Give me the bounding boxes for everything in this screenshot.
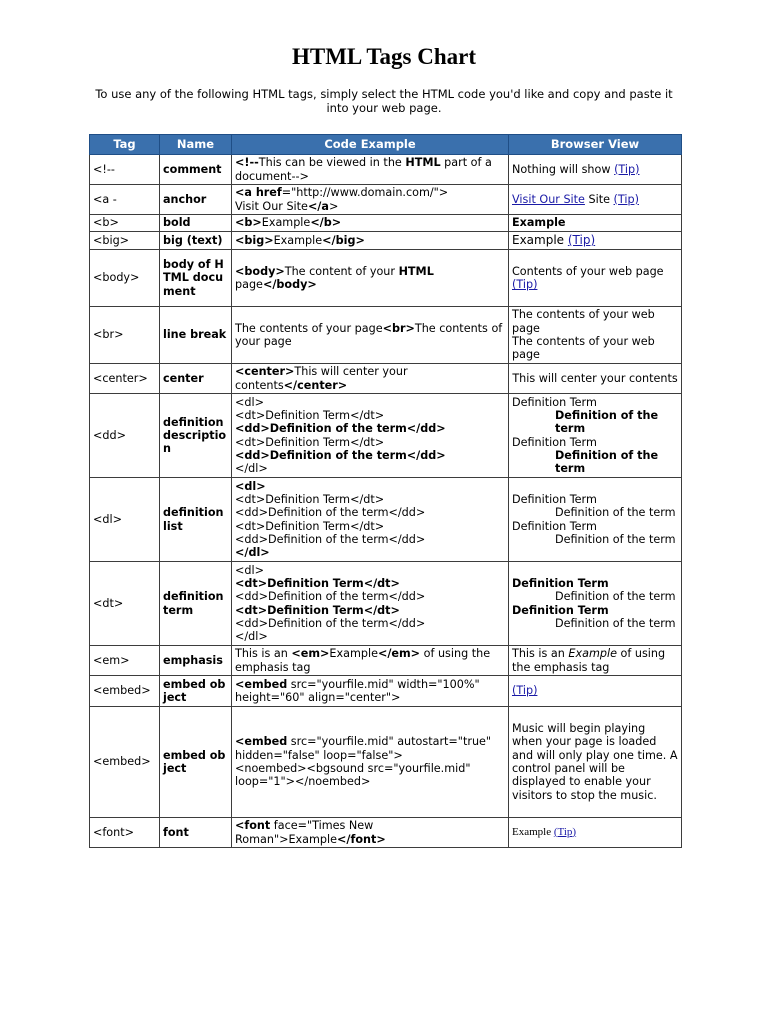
view-cell: Definition Term Definition of the term Definition Term Definition of the term (509, 478, 682, 562)
view-cell: Example (509, 215, 682, 232)
code-cell: <!--This can be viewed in the HTML part of a document--> (232, 155, 509, 185)
view-cell: Example (Tip) (509, 232, 682, 250)
table-row (90, 562, 682, 646)
code-cell: <embed src="yourfile.mid" width="100%" height="60" align="center"> (232, 676, 509, 707)
tip-link[interactable]: (Tip) (553, 825, 577, 838)
tag-cell: <font> (90, 818, 160, 848)
view-cell: The contents of your web page The contents of your web page (509, 307, 682, 364)
view-cell: Definition Term Definition of the term Definition Term Definition of the term (509, 394, 682, 478)
name-cell: bold (160, 215, 232, 232)
code-cell: This is an <em>Example</em> of using the emphasis tag (232, 646, 509, 676)
name-cell: big (text) (160, 232, 232, 250)
view-cell: This will center your contents (509, 364, 682, 394)
tip-link[interactable]: (Tip) (512, 278, 538, 291)
code-cell: <big>Example</big> (232, 232, 509, 250)
tip-link[interactable]: (Tip) (613, 192, 639, 206)
code-cell: <dl> <dt>Definition Term</dt> <dd>Definition of the term</dd> <dt>Definition Term</dt> <dd>Definition of the term</dd> </dl> (232, 478, 509, 562)
code-cell: <body>The content of your HTML page</body> (232, 250, 509, 307)
tag-cell: <embed> (90, 707, 160, 818)
tag-cell: <dd> (90, 394, 160, 478)
code-cell: <center>This will center your contents</center> (232, 364, 509, 394)
tag-cell: <a - (90, 185, 160, 215)
tip-link[interactable]: (Tip) (512, 684, 538, 698)
tag-cell: <b> (90, 215, 160, 232)
column-header-tag: Tag (90, 135, 160, 155)
view-cell: Definition Term Definition of the term Definition Term Definition of the term (509, 562, 682, 646)
name-cell: definition description (160, 394, 232, 478)
table-row (90, 394, 682, 478)
html-tags-table (89, 134, 682, 848)
tag-cell: <big> (90, 232, 160, 250)
table-row (90, 232, 682, 250)
table-row (90, 707, 682, 818)
table-row (90, 185, 682, 215)
code-cell: <dl> <dt>Definition Term</dt> <dd>Definition of the term</dd> <dt>Definition Term</dt> <dd>Definition of the term</dd> </dl> (232, 394, 509, 478)
name-cell: definition term (160, 562, 232, 646)
code-cell: <dl> <dt>Definition Term</dt> <dd>Definition of the term</dd> <dt>Definition Term</dt> <dd>Definition of the term</dd> </dl> (232, 562, 509, 646)
name-cell: embed object (160, 707, 232, 818)
view-cell: Example (Tip) (509, 818, 682, 848)
view-cell: Contents of your web page (Tip) (509, 250, 682, 307)
column-header-view: Browser View (509, 135, 682, 155)
name-cell: emphasis (160, 646, 232, 676)
name-cell: comment (160, 155, 232, 185)
view-cell: Visit Our Site Site (Tip) (509, 185, 682, 215)
tag-cell: <embed> (90, 676, 160, 707)
intro-text: To use any of the following HTML tags, simply select the HTML code you'd like and copy and paste it into your web page. (95, 87, 673, 115)
tip-link[interactable]: (Tip) (567, 232, 596, 247)
tag-cell: <dl> (90, 478, 160, 562)
table-row (90, 307, 682, 364)
name-cell: embed object (160, 676, 232, 707)
visit-our-site-link[interactable]: Visit Our Site (512, 192, 585, 206)
code-cell: <b>Example</b> (232, 215, 509, 232)
name-cell: font (160, 818, 232, 848)
tag-cell: <body> (90, 250, 160, 307)
code-cell: <embed src="yourfile.mid" autostart="true" hidden="false" loop="false"> <noembed><bgsound src="yourfile.mid" loop="1"></noembed> (232, 707, 509, 818)
code-cell: <font face="Times New Roman">Example</font> (232, 818, 509, 848)
code-cell: The contents of your page<br>The contents of your page (232, 307, 509, 364)
view-cell: This is an Example of using the emphasis tag (509, 646, 682, 676)
tag-cell: <center> (90, 364, 160, 394)
table-row (90, 676, 682, 707)
page-title: HTML Tags Chart (291, 44, 477, 69)
view-cell: Music will begin playing when your page is loaded and will only play one time. A control panel will be displayed to enable your visitors to stop the music. (509, 707, 682, 818)
table-row (90, 215, 682, 232)
column-header-code: Code Example (232, 135, 509, 155)
tag-cell: <em> (90, 646, 160, 676)
code-cell: <a href="http://www.domain.com/"> Visit Our Site</a> (232, 185, 509, 215)
table-row (90, 155, 682, 185)
table-row (90, 646, 682, 676)
column-header-name: Name (160, 135, 232, 155)
view-cell (509, 676, 682, 707)
tag-cell: <br> (90, 307, 160, 364)
name-cell: center (160, 364, 232, 394)
table-row (90, 250, 682, 307)
view-cell: Nothing will show (Tip) (509, 155, 682, 185)
name-cell: line break (160, 307, 232, 364)
table-header-row (90, 135, 682, 155)
tip-link[interactable]: (Tip) (614, 162, 640, 176)
tag-cell: <dt> (90, 562, 160, 646)
name-cell: anchor (160, 185, 232, 215)
tag-cell: <!-- (90, 155, 160, 185)
name-cell: definition list (160, 478, 232, 562)
table-row (90, 364, 682, 394)
table-row (90, 478, 682, 562)
table-row (90, 818, 682, 848)
name-cell: body of HTML document (160, 250, 232, 307)
